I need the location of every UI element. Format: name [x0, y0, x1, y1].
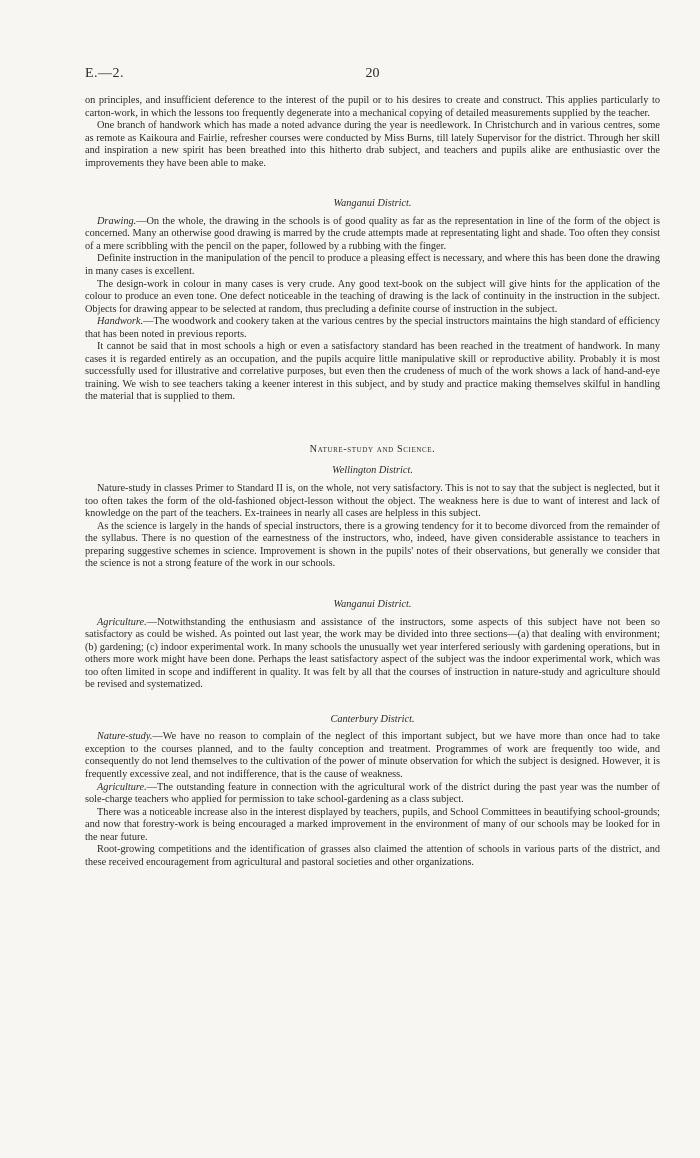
section-nature-study — [85, 444, 660, 571]
district-heading: Canterbury District. — [330, 713, 415, 725]
section-intro — [85, 95, 660, 170]
paragraph — [85, 617, 660, 692]
paragraph-text: —The woodwork and cookery taken at the various centres by the special instructors maintains the high standard of efficiency that has been noted in previous reports. — [85, 316, 660, 340]
paragraph — [85, 731, 660, 781]
paragraph: Definite instruction in the manipulation of the pencil to produce a pleasing effect is necessary, and where this has been done the drawing in many cases is excellent. — [85, 253, 660, 278]
paragraph-text: —On the whole, the drawing in the schools is of good quality as far as the representation in line of the form of the object is concerned. Many an otherwise good drawing is marred by the crude attempts made at representating light and shade. Too often they consist of a mere scribbling with the pencil on the paper, followed by a rubbing with the finger. — [85, 215, 660, 252]
paragraph-text: —Notwithstanding the enthusiasm and assistance of the instructors, some aspects of this subject have not been so satisfactory as could be wished. As pointed out last year, the work may be divided into three sections—(a) that dealing with environment; (b) gardening; (c) indoor experimental work. In many schools the unusually wet year interfered seriously with gardening operations, but in others more work might have been done. Perhaps the least satisfactory aspect of the subject was the indoor experimental work, which was too often limited in scope and indifferent in quality. It was felt by all that the courses of instruction in nature-study and agriculture should be revised and systematized. — [85, 616, 660, 691]
paragraph: The design-work in colour in many cases is very crude. Any good text-book on the subject will give hints for the application of the colour to produce an even tone. One defect noticeable in the teaching of drawing is the lack of continuity in the instruction in the subject. Objects for drawing appear to be selected at random, thus precluding a definite course of instruction in the subject. — [85, 278, 660, 315]
paragraph-text: —We have no reason to complain of the neglect of this important subject, but we have more than once had to take exception to the courses planned, and to the faulty conception and treatment. Programmes of work are frequently too wide, and consequently do not lend themselves to the cultivation of the power of minute observation for which the subject is designed. However, it is frequently excessive zeal, and not indifference, that is the cause of weakness. — [85, 731, 660, 780]
paragraph: As the science is largely in the hands of special instructors, there is a growing tendency for it to become divorced from the remainder of the syllabus. There is no question of the earnestness of the instructors, who, indeed, have given considerable assistance to teachers in preparing suggestive schemes in science. Improvement is shown in the pupils' notes of their observations, but generally we consider that the science is not a strong feature of the work in our schools. — [85, 520, 660, 570]
paragraph-lead: Nature-study. — [97, 731, 153, 743]
paragraph-lead: Drawing. — [97, 215, 137, 227]
paragraph-lead: Agriculture. — [97, 616, 147, 628]
section-wanganui-drawing — [85, 198, 660, 404]
district-heading: Wanganui District. — [333, 598, 412, 610]
paragraph: There was a noticeable increase also in the interest displayed by teachers, pupils, and School Committees in beautifying school-grounds; and now that forestry-work is being encouraged a marked improvement in the environment of many of our schools may be looked for in the near future. — [85, 806, 660, 843]
paragraph — [85, 316, 660, 341]
district-heading: Wellington District. — [332, 464, 413, 476]
paragraph: It cannot be said that in most schools a high or even a satisfactory standard has been reached in the treatment of handwork. In many cases it is regarded entirely as an occupation, and the pupils acquire little manipulative skill or reproductive ability. Probably it is most successfully used for illustrative and correlative purposes, but even then the crudeness of much of the work shows a lack of hand-and-eye training. We wish to see teachers taking a keener interest in this subject, and by study and practice making themselves skilful in handling the material that is supplied to them. — [85, 341, 660, 403]
section-wanganui-agriculture — [85, 599, 660, 692]
page-number: 20 — [365, 66, 380, 81]
paragraph — [85, 216, 660, 254]
paragraph: Nature-study in classes Primer to Standard II is, on the whole, not very satisfactory. This is not to say that the subject is neglected, but it too often takes the form of the old-fashioned object-lesson without the object. The weakness here is due to want of interest and lack of knowledge on the part of the teachers. Ex-trainees in nearly all cases are helpless in this subject. — [85, 483, 660, 520]
paragraph: One branch of handwork which has made a noted advance during the year is needlework. In Christchurch and in various centres, some as remote as Kaikoura and Fairlie, refresher courses were conducted by Miss Burns, till lately Supervisor for the district. Through her skill and inspiration a new spirit has been breathed into this hitherto drab subject, and teachers and pupils alike are enthusiastic over the improvements they have been able to make. — [85, 120, 660, 169]
paragraph: on principles, and insufficient deference to the interest of the pupil or to his desires to create and construct. This applies particularly to carton-work, in which the lessons too frequently degenerate into a mechanical copying of detailed measurements supplied by the teacher. — [85, 95, 660, 119]
paragraph: Root-growing competitions and the identification of grasses also claimed the attention of schools in various parts of the district, and these received encouragement from agricultural and pastoral societies and other organizations. — [85, 844, 660, 868]
page-header — [85, 66, 660, 86]
page-body — [85, 95, 660, 869]
paragraph-lead: Handwork. — [97, 316, 144, 328]
district-heading: Wanganui District. — [333, 198, 412, 210]
paragraph-text: —The outstanding feature in connection with the agricultural work of the district during the past year was the number of sole-charge teachers who applied for permission to take school-gardening as a class subject. — [85, 781, 660, 806]
section-title: Nature-study and Science. — [309, 444, 436, 456]
report-reference: E.—2. — [85, 66, 125, 81]
section-canterbury — [85, 714, 660, 870]
paragraph-lead: Agriculture. — [97, 781, 147, 793]
paragraph — [85, 782, 660, 807]
